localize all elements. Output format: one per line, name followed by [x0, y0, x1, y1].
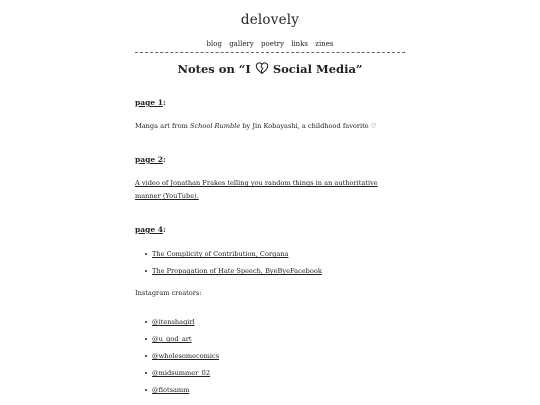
nav-link-gallery[interactable]: gallery — [229, 40, 254, 48]
article-links-list — [135, 250, 405, 284]
creator-link[interactable]: @u_god_art — [152, 335, 192, 343]
section-heading-page-1 — [135, 98, 166, 108]
text-fragment: by Jin Kobayashi, a childhood favorite ♡ — [240, 122, 377, 130]
creator-link[interactable]: @flotsamm — [152, 386, 190, 394]
section-link-page-4[interactable]: page 4 — [135, 225, 163, 234]
section-colon: : — [162, 155, 166, 164]
nav-link-blog[interactable]: blog — [206, 40, 222, 48]
list-item — [135, 352, 405, 369]
section-heading-page-4 — [135, 225, 166, 235]
list-item — [135, 318, 405, 335]
creator-link[interactable]: @wholesomecomics — [152, 352, 220, 360]
section-colon: : — [162, 225, 166, 234]
section-heading-page-2 — [135, 155, 166, 165]
section-text-page-2 — [135, 177, 393, 203]
manga-title: School Rumble — [189, 122, 241, 130]
list-item — [135, 267, 405, 284]
youtube-video-link[interactable]: A video of Jonathan Frakes telling you random things in an authoritative manner (YouTube). — [135, 179, 378, 200]
site-header — [135, 11, 405, 53]
creator-link[interactable]: @itenshagirl — [152, 318, 195, 326]
post-content — [135, 61, 405, 394]
section-text-page-1 — [135, 120, 405, 133]
nav-link-zines[interactable]: zines — [315, 40, 334, 48]
nav-link-links[interactable]: links — [291, 40, 309, 48]
main-nav — [135, 40, 405, 53]
post-title — [135, 61, 405, 77]
list-item — [135, 250, 405, 267]
nav-link-poetry[interactable]: poetry — [261, 40, 284, 48]
article-link[interactable]: The Propagation of Hate Speech, ByeByeFacebook — [152, 267, 322, 275]
text-fragment: Manga art from — [135, 122, 190, 130]
post-title-end: Social Media” — [268, 62, 363, 76]
section-link-page-1[interactable]: page 1 — [135, 98, 163, 107]
instagram-creators-list — [135, 318, 405, 403]
list-item — [135, 369, 405, 386]
section-link-page-2[interactable]: page 2 — [135, 155, 163, 164]
list-item — [135, 386, 405, 403]
post-title-start: Notes on “I — [177, 62, 255, 76]
broken-heart-icon — [255, 61, 269, 75]
list-item — [135, 335, 405, 352]
article-link[interactable]: The Complicity of Contribution, Corgana — [152, 250, 289, 258]
section-colon: : — [162, 98, 166, 107]
instagram-creators-heading: Instagram creators: — [135, 289, 202, 297]
site-title[interactable]: delovely — [240, 12, 300, 28]
creator-link[interactable]: @midsummer_02 — [152, 369, 211, 377]
